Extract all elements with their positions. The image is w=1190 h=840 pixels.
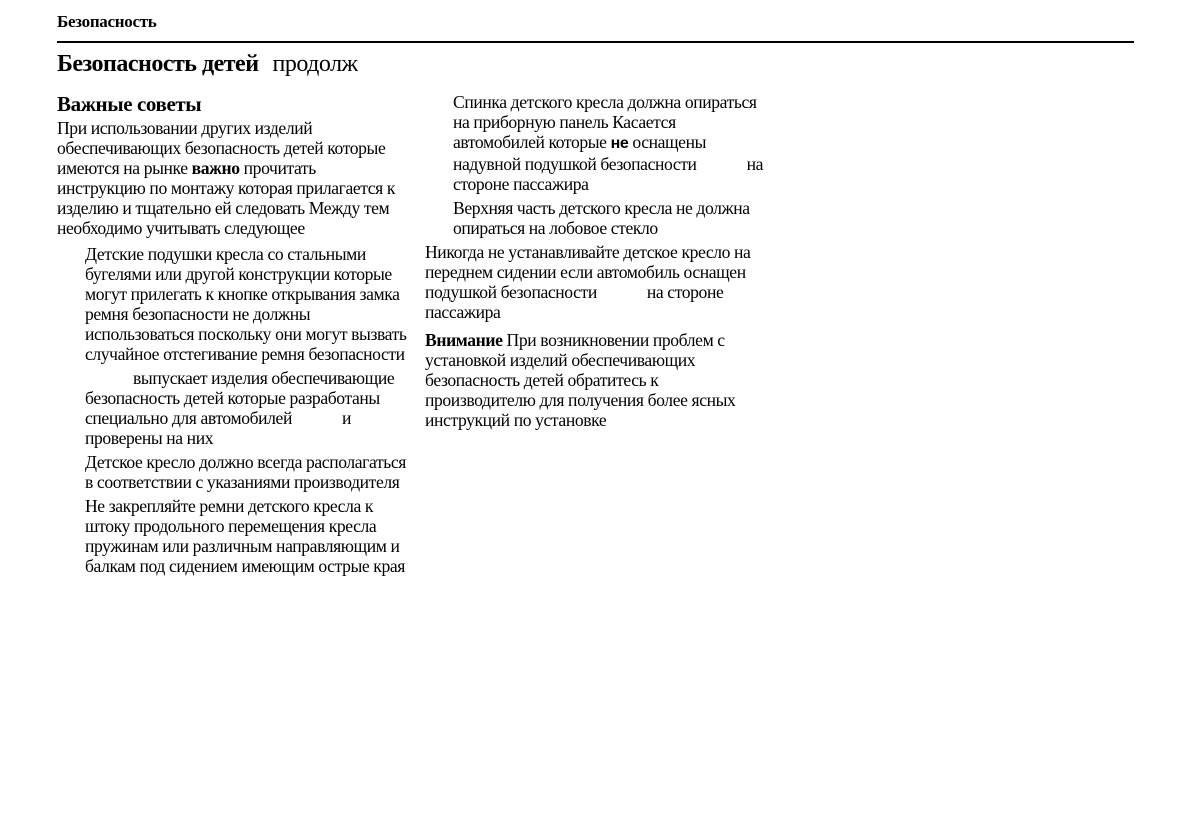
list-item [85, 368, 407, 448]
list-item: Детское кресло должно всегда располагаться в соответствии с указаниями производителя [85, 452, 406, 492]
header-divider [57, 41, 1134, 43]
list-item: Детские подушки кресла со стальными бугелями или другой конструкции которые могут прилегать к кнопке открывания замка ремня безопасности не должны использоваться поскольку они могут вызвать случайное отстегивание ремня безопасности [85, 244, 407, 364]
list-item-text: оснащены надувной подушкой безопасности [453, 132, 707, 174]
warning-text: При возникновении проблем с установкой изделий обеспечивающих безопасность детей обратитесь к производителю для получения более ясных инструкций по установке [425, 330, 736, 430]
section-header: Безопасность [57, 12, 157, 31]
list-item-text: на стороне пассажира [453, 154, 763, 194]
warning-label: Внимание [425, 330, 503, 350]
section-heading: Важные советы [57, 92, 202, 116]
list-item: Не закрепляйте ремни детского кресла к штоку продольного перемещения кресла пружинам или различным направляющим и балкам под сидением имеющим острые края [85, 496, 405, 576]
intro-text-2: прочитать инструкцию по монтажу которая прилагается к изделию и тщательно ей следовать Между тем необходимо учитывать следующее [57, 158, 396, 238]
list-item-text: Спинка детского кресла должна опираться на приборную панель [453, 92, 757, 132]
page-title [57, 51, 358, 78]
list-item-text: Касается автомобилей которые [453, 112, 676, 152]
list-item-emphasis: не [610, 135, 629, 152]
title-continued: продолж [272, 51, 358, 77]
intro-paragraph [57, 118, 407, 238]
list-item [453, 92, 770, 194]
intro-emphasis: важно [191, 158, 240, 178]
paragraph-text: на стороне пассажира [425, 282, 724, 322]
left-column [57, 92, 407, 580]
list-item-text: и проверены на них [85, 408, 351, 448]
title-main: Безопасность детей [57, 51, 259, 77]
paragraph [425, 242, 770, 322]
list-item-text: выпускает изделия обеспечивающие безопасность детей которые разработаны специально для автомобилей [85, 368, 395, 428]
intro-text-1: При использовании других изделий обеспечивающих безопасность детей которые имеются на рынке [57, 118, 386, 178]
paragraph-text: Никогда не устанавливайте детское кресло на переднем сидении если автомобиль оснащен подушкой безопасности [425, 242, 751, 302]
right-column [425, 92, 770, 430]
list-item: Верхняя часть детского кресла не должна опираться на лобовое стекло [453, 198, 750, 238]
warning-paragraph [425, 330, 770, 430]
